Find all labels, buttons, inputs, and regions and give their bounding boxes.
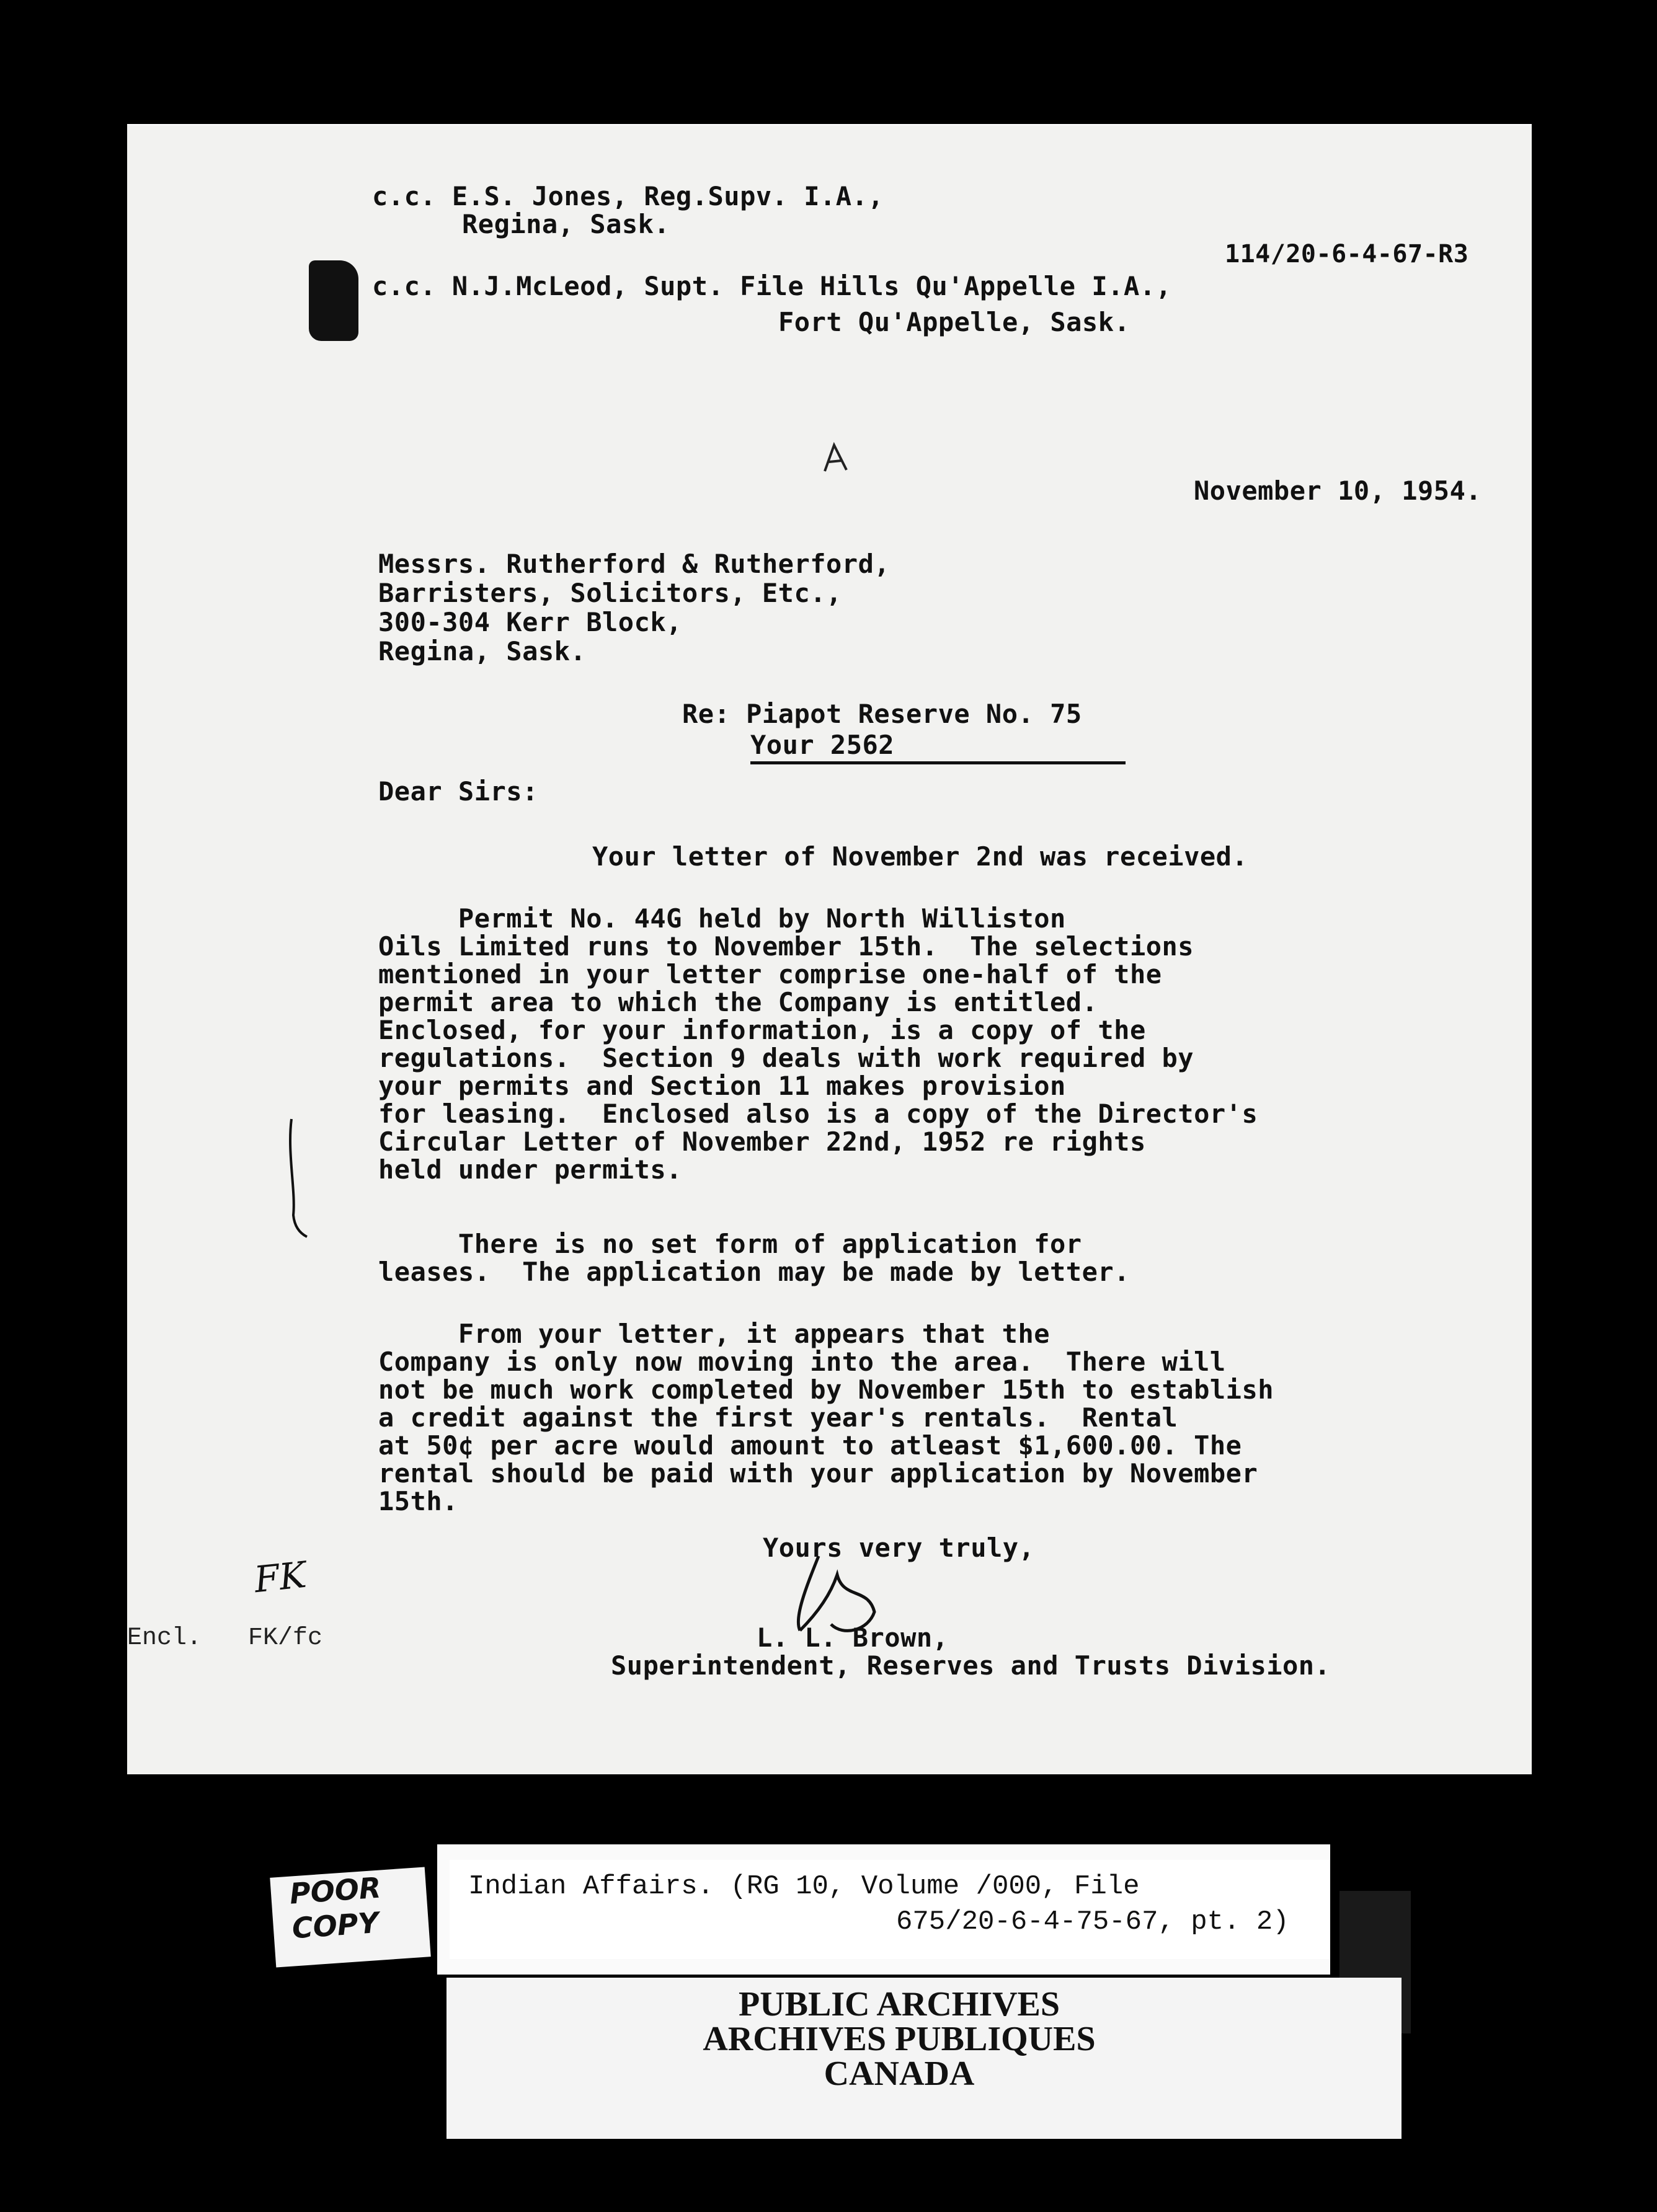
paragraph-2-line: permit area to which the Company is entitled.: [378, 987, 1098, 1017]
paragraph-2-line: regulations. Section 9 deals with work required by: [378, 1043, 1194, 1073]
paragraph-1: Your letter of November 2nd was received.: [592, 841, 1248, 872]
address-line-1: Messrs. Rutherford & Rutherford,: [378, 549, 891, 579]
poor-copy-note: [270, 1867, 431, 1967]
cc-line-jones: c.c. E.S. Jones, Reg.Supv. I.A.,: [372, 181, 884, 211]
typist-initials: FK/fc: [248, 1624, 323, 1652]
stamp-line-1: PUBLIC ARCHIVES: [738, 1985, 1060, 2024]
cc-line-mcleod-city: Fort Qu'Appelle, Sask.: [778, 307, 1131, 337]
re-reference: Your 2562: [750, 730, 895, 760]
address-line-4: Regina, Sask.: [378, 636, 587, 666]
ink-smudge: [309, 260, 358, 341]
address-line-3: 300-304 Kerr Block,: [378, 607, 682, 637]
paragraph-2-line: Permit No. 44G held by North Williston: [378, 903, 1066, 934]
stamp-line-3: CANADA: [824, 2055, 975, 2093]
paragraph-2-line: your permits and Section 11 makes provision: [378, 1071, 1066, 1101]
margin-pencil-line-icon: [282, 1116, 319, 1240]
paragraph-4-line: rental should be paid with your application by November: [378, 1458, 1258, 1489]
paragraph-4-line: Company is only now moving into the area. There will: [378, 1347, 1226, 1377]
paragraph-4-line: a credit against the first year's rentals. Rental: [378, 1402, 1178, 1433]
paragraph-4-line: 15th.: [378, 1486, 458, 1516]
address-line-2: Barristers, Solicitors, Etc.,: [378, 578, 842, 608]
poor-copy-line-1: POOR: [288, 1870, 382, 1911]
paragraph-2-line: Oils Limited runs to November 15th. The selections: [378, 931, 1194, 962]
cc-line-mcleod: c.c. N.J.McLeod, Supt. File Hills Qu'Appelle I.A.,: [372, 271, 1172, 301]
paragraph-3-line: leases. The application may be made by letter.: [378, 1257, 1130, 1287]
paragraph-4-line: not be much work completed by November 15th to establish: [378, 1374, 1274, 1405]
re-subject: Re: Piapot Reserve No. 75: [682, 699, 1082, 729]
paragraph-2-line: Enclosed, for your information, is a copy of the: [378, 1015, 1146, 1045]
closing: Yours very truly,: [763, 1533, 1035, 1563]
handwritten-initials: FK: [252, 1553, 308, 1601]
letter-date: November 10, 1954.: [1194, 476, 1482, 506]
paragraph-2-line: for leasing. Enclosed also is a copy of the Director's: [378, 1099, 1258, 1129]
re-underline: [750, 761, 1126, 764]
pencil-mark-icon: [822, 440, 853, 477]
paragraph-2-line: mentioned in your letter comprise one-half of the: [378, 959, 1162, 989]
signer-name: L. L. Brown,: [757, 1622, 949, 1653]
paragraph-2-line: Circular Letter of November 22nd, 1952 re rights: [378, 1126, 1146, 1157]
poor-copy-line-2: COPY: [291, 1905, 380, 1945]
paragraph-2-line: held under permits.: [378, 1154, 682, 1185]
signer-title: Superintendent, Reserves and Trusts Division.: [611, 1650, 1331, 1681]
source-line-1: Indian Affairs. (RG 10, Volume /000, File: [468, 1871, 1140, 1902]
paragraph-3-line: There is no set form of application for: [378, 1229, 1082, 1259]
paragraph-4-line: From your letter, it appears that the: [378, 1319, 1051, 1349]
salutation: Dear Sirs:: [378, 776, 538, 807]
cc-line-jones-city: Regina, Sask.: [462, 209, 670, 239]
paragraph-4-line: at 50¢ per acre would amount to atleast $1,600.00. The: [378, 1430, 1242, 1461]
file-number: 114/20-6-4-67-R3: [1225, 240, 1469, 268]
enclosure-note: Encl.: [127, 1624, 202, 1652]
source-line-2: 675/20-6-4-75-67, pt. 2): [896, 1906, 1289, 1937]
stamp-line-2: ARCHIVES PUBLIQUES: [703, 2020, 1096, 2058]
archive-stamp: [651, 1987, 1147, 2091]
